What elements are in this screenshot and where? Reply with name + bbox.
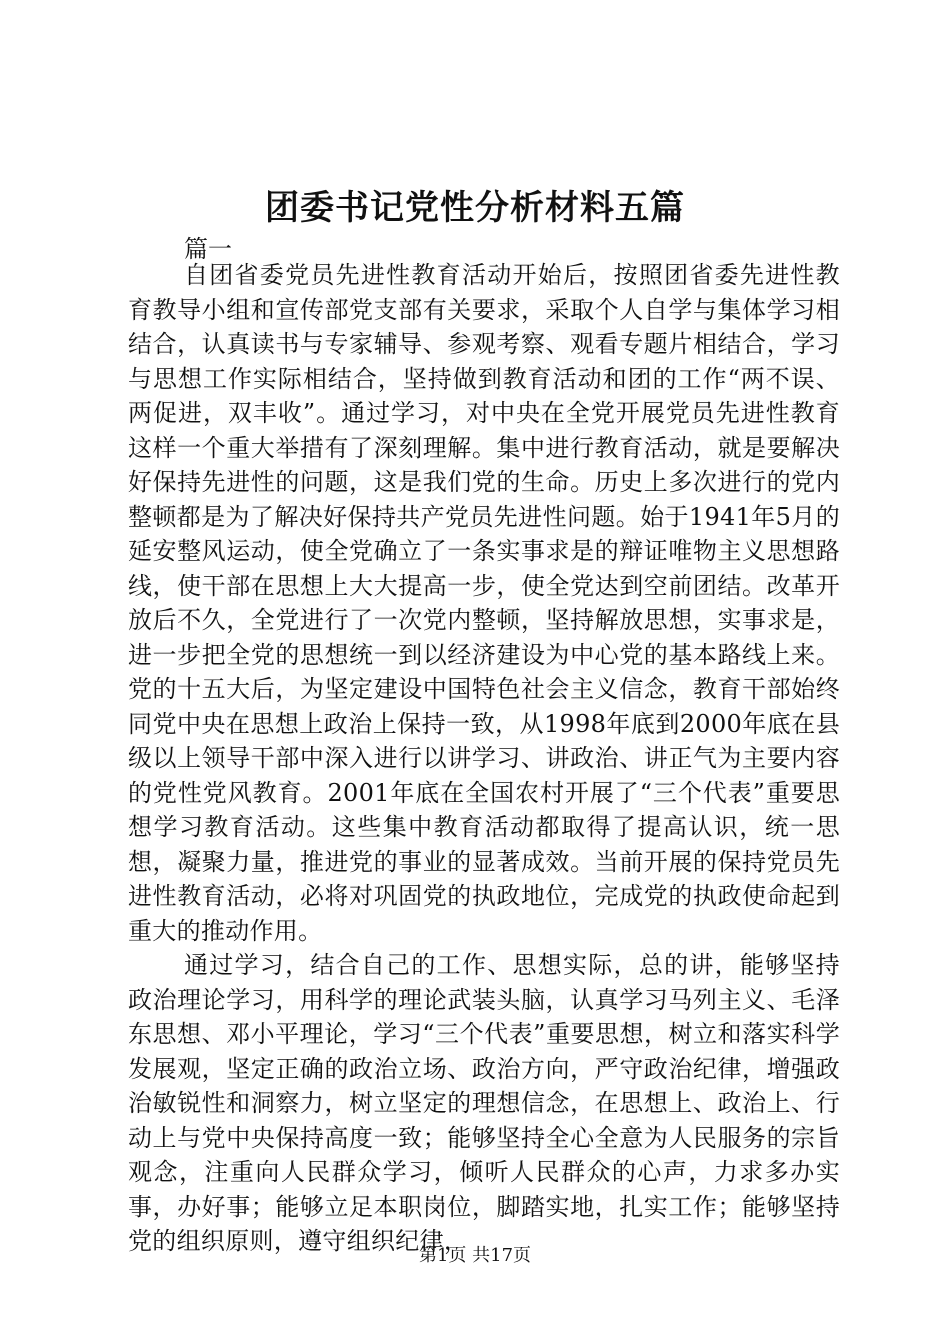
page-footer: 第1页 共17页 bbox=[418, 1245, 532, 1266]
paragraph-1: 自团省委党员先进性教育活动开始后，按照团省委先进性教育教导小组和宣传部党支部有关要求，采取个人自学与集体学习相结合，认真读书与专家辅导、参观考察、观看专题片相结合，学习与思想工作实际相结合，坚持做到教育活动和团的工作“两不误、两促进，双丰收”。通过学习，对中央在全党开展党员先进性教育这样一个重大举措有了深刻理解。集中进行教育活动，就是要解决好保持先进性的问题，这是我们党的生命。历史上多次进行的党内整顿都是为了解决好保持共产党员先进性问题。始于1941年5月的延安整风运动，使全党确立了一条实事求是的辩证唯物主义思想路线，使干部在思想上大大提高一步，使全党达到空前团结。改革开放后不久，全党进行了一次党内整顿，坚持解放思想，实事求是，进一步把全党的思想统一到以经济建设为中心党的基本路线上来。党的十五大后，为坚定建设中国特色社会主义信念，教育干部始终同党中央在思想上政治上保持一致，从1998年底到2000年底在县级以上领导干部中深入进行以讲学习、讲政治、讲正气为主要内容的党性党风教育。2001年底在全国农村开展了“三个代表”重要思想学习教育活动。这些集中教育活动都取得了提高认识，统一思想，凝聚力量，推进党的事业的显著成效。当前开展的保持党员先进性教育活动，必将对巩固党的执政地位，完成党的执政使命起到重大的推动作用。 bbox=[128, 261, 840, 945]
document-body bbox=[128, 258, 840, 1259]
paragraph-2: 通过学习，结合自己的工作、思想实际，总的讲，能够坚持政治理论学习，用科学的理论武装头脑，认真学习马列主义、毛泽东思想、邓小平理论，学习“三个代表”重要思想，树立和落实科学发展观，坚定正确的政治立场、政治方向，严守政治纪律，增强政治敏锐性和洞察力，树立坚定的理想信念，在思想上、政治上、行动上与党中央保持高度一致；能够坚持全心全意为人民服务的宗旨观念，注重向人民群众学习，倾听人民群众的心声，力求多办实事，办好事；能够立足本职岗位，脚踏实地，扎实工作；能够坚持党的组织原则，遵守组织纪律， bbox=[128, 951, 840, 1255]
section-label: 篇一 bbox=[184, 235, 232, 263]
document-title: 团委书记党性分析材料五篇 bbox=[265, 188, 685, 228]
